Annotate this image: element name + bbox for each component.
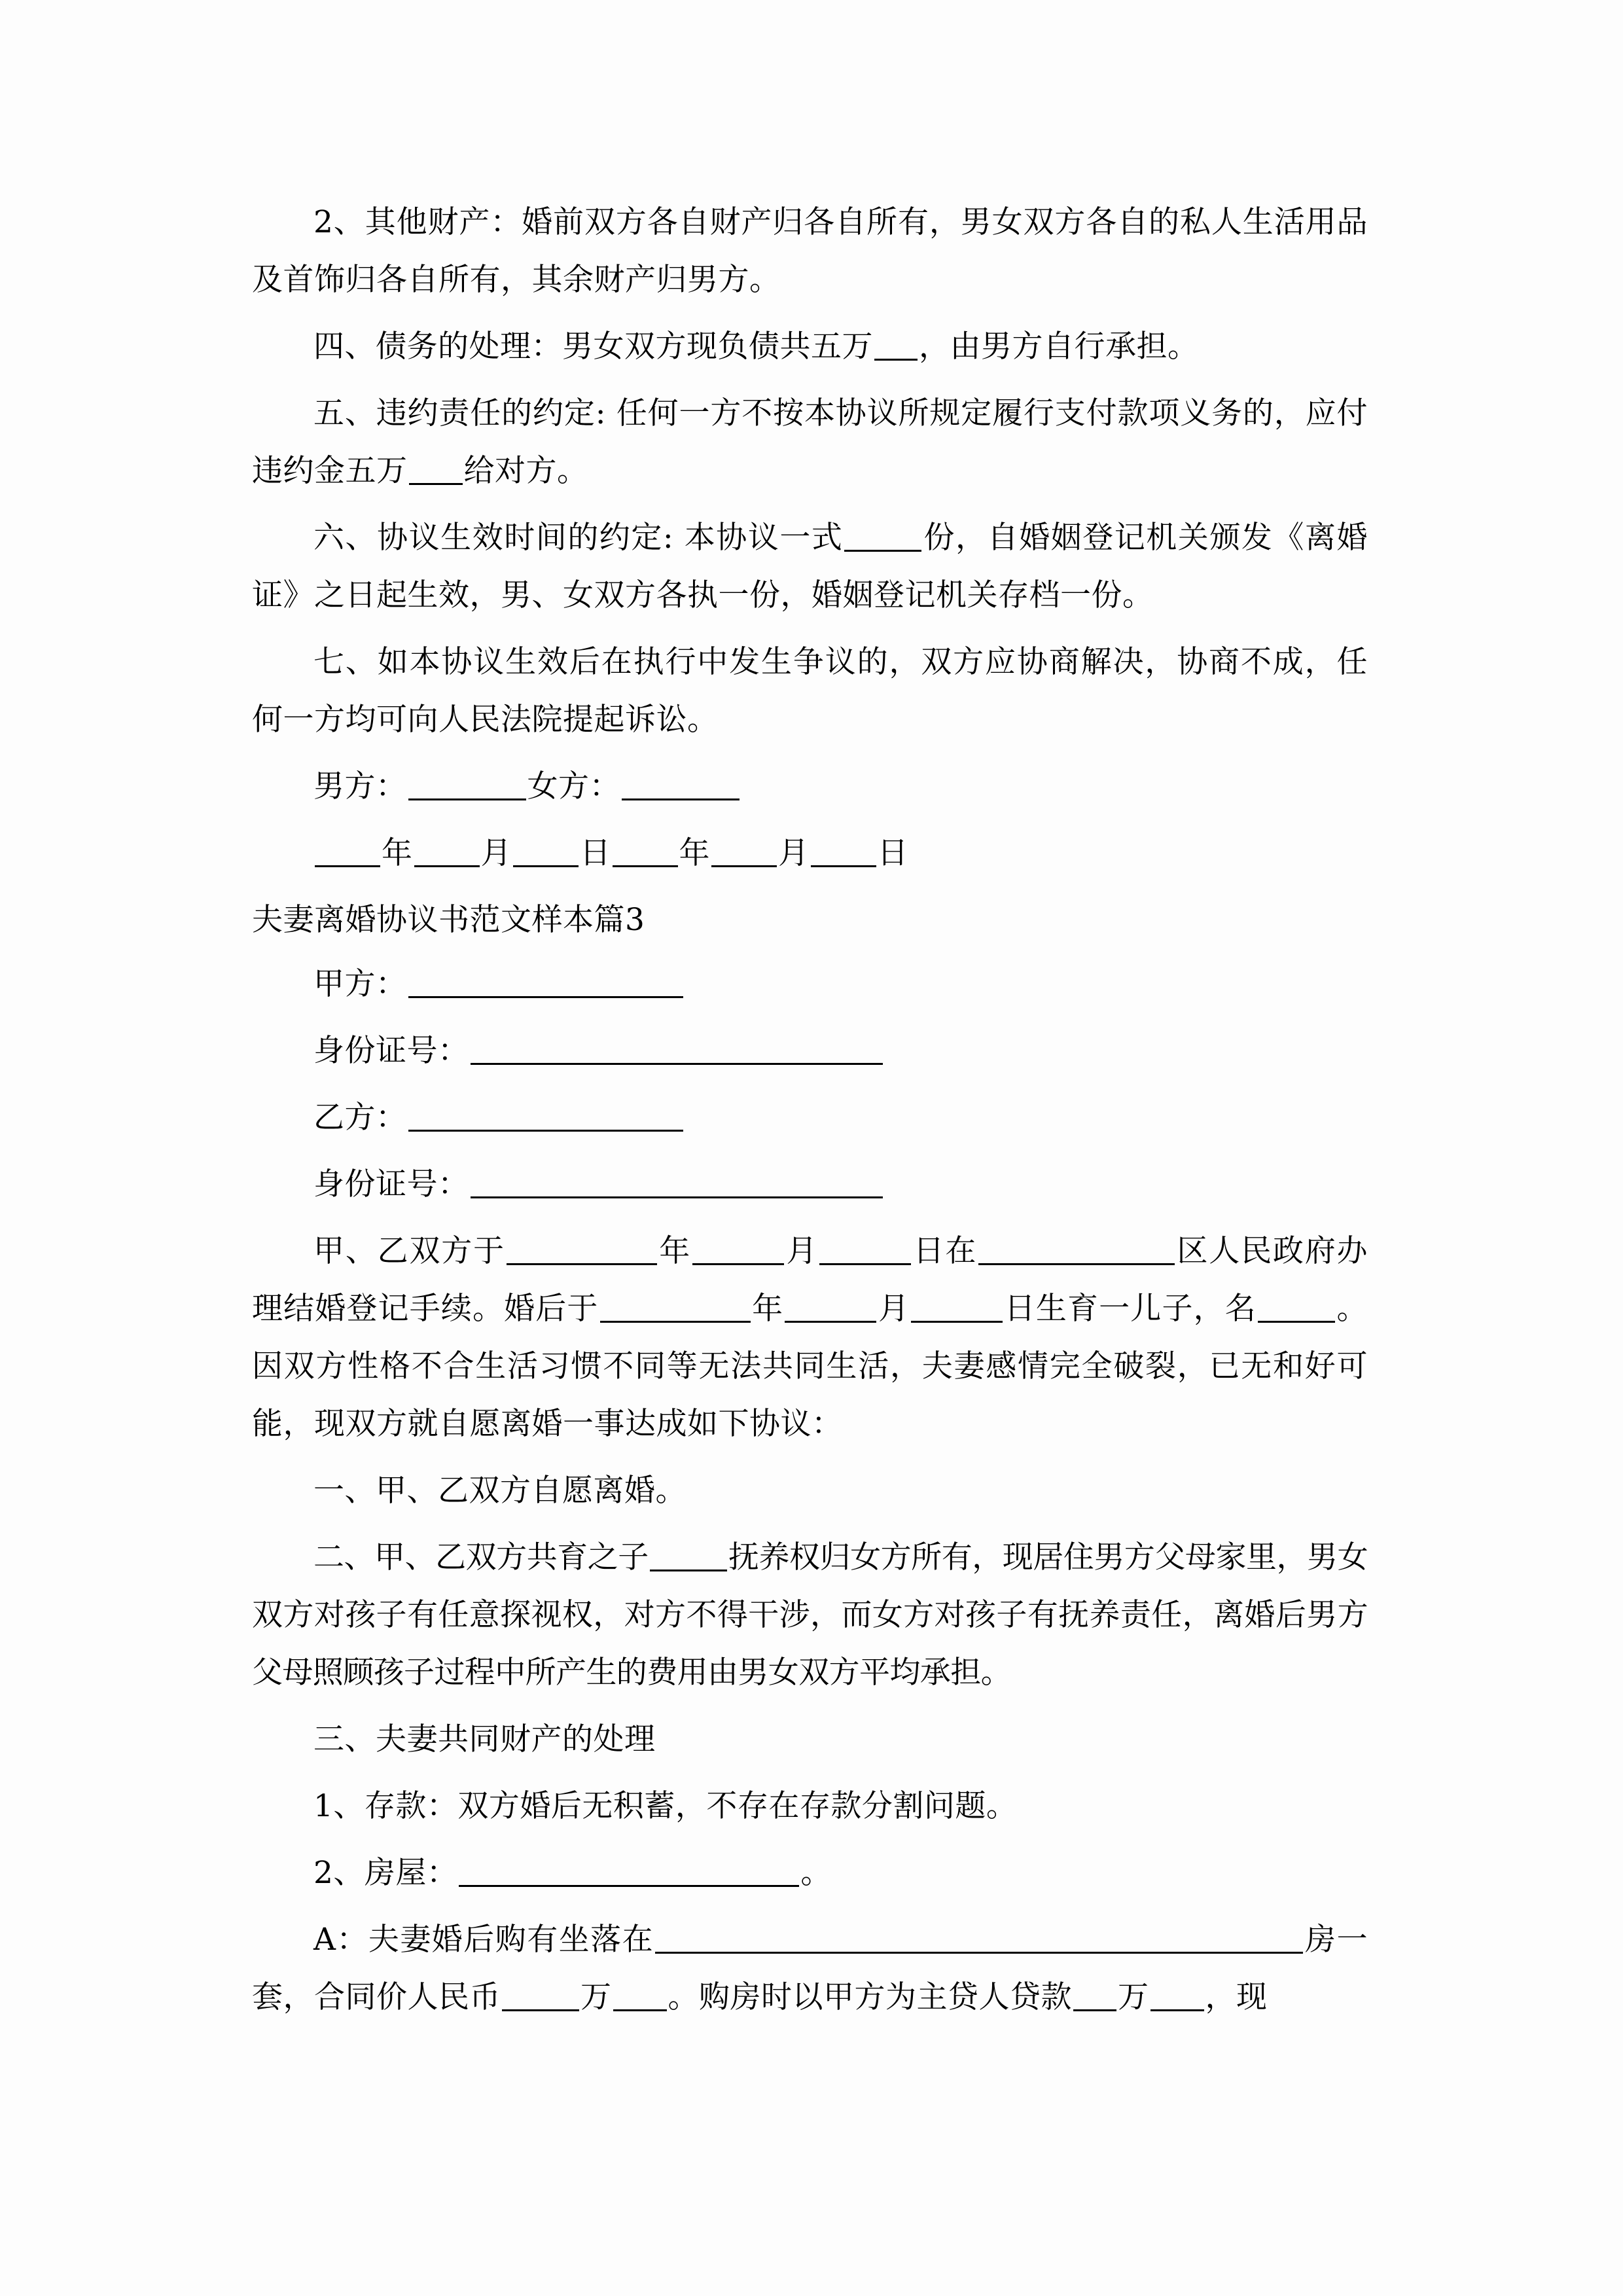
signature-line: [252, 758, 1368, 816]
clause-one: 一、甲、乙双方自愿离婚。: [313, 1473, 687, 1509]
signature-female-label: 女方：: [527, 768, 620, 804]
marriage-text-8: 日生育一儿子，名: [1004, 1291, 1257, 1327]
marriage-text-7: 月: [878, 1291, 910, 1327]
house-a-text-3: 万: [580, 1979, 612, 2015]
house-price-blank[interactable]: [502, 2009, 579, 2011]
signature-female-blank[interactable]: [622, 798, 740, 800]
clause-two: [252, 1529, 1368, 1702]
birth-day-blank[interactable]: [911, 1321, 1003, 1323]
party-b-id-label: 身份证号：: [313, 1166, 469, 1202]
marriage-text-4: 日在: [912, 1233, 978, 1269]
paragraph-debt-handling: [252, 318, 1368, 376]
debt-text-suffix: ，由男方自行承担。: [919, 329, 1199, 365]
male-month-label: 月: [480, 835, 512, 871]
debt-amount-blank[interactable]: [874, 359, 918, 361]
signature-male-blank[interactable]: [408, 798, 526, 800]
loan-unit-blank[interactable]: [1150, 2009, 1204, 2011]
female-month-label: 月: [778, 835, 810, 871]
male-day-label: 日: [580, 835, 611, 871]
party-b-label: 乙方：: [313, 1100, 407, 1136]
male-year-blank[interactable]: [315, 865, 380, 867]
birth-year-blank[interactable]: [600, 1321, 751, 1323]
female-year-label: 年: [679, 835, 710, 871]
clause-three-heading: 三、夫妻共同财产的处理: [313, 1721, 656, 1757]
marriage-text-5: 区人民政府办理结婚登记手续。婚后于: [252, 1233, 1368, 1327]
birth-month-blank[interactable]: [785, 1321, 876, 1323]
paragraph-breach-liability: [252, 385, 1368, 500]
marriage-district-blank[interactable]: [978, 1263, 1175, 1265]
male-month-blank[interactable]: [414, 865, 480, 867]
marriage-text-3: 月: [785, 1233, 819, 1269]
house-a-text-1: A：夫妻婚后购有坐落在: [313, 1922, 654, 1958]
field-party-a: [252, 956, 1368, 1013]
house-label: 2、房屋：: [313, 1855, 458, 1891]
house-a-text-2: 房一套，合同价人民币: [252, 1922, 1368, 2015]
breach-text-suffix: 给对方。: [463, 453, 588, 489]
paragraph-marriage-background: [252, 1223, 1368, 1453]
party-a-id-blank[interactable]: [471, 1063, 883, 1065]
marriage-text-9: 。因双方性格不合生活习惯不同等无法共同生活，夫妻感情完全破裂，已无和好可能，现双方就自愿离婚一事达成如下协议：: [252, 1291, 1368, 1442]
marriage-text-2: 年: [658, 1233, 692, 1269]
female-year-blank[interactable]: [613, 865, 678, 867]
field-party-b: [252, 1089, 1368, 1147]
party-a-id-label: 身份证号：: [313, 1033, 469, 1069]
copies-count-blank[interactable]: [844, 550, 921, 552]
marriage-month-blank[interactable]: [692, 1263, 784, 1265]
signature-date-line: [252, 825, 1368, 882]
signature-male-label: 男方：: [313, 768, 407, 804]
house-price-unit-blank[interactable]: [613, 2009, 667, 2011]
male-year-label: 年: [382, 835, 413, 871]
clause-two-prefix: 二、甲、乙双方共育之子: [313, 1539, 649, 1575]
marriage-year-blank[interactable]: [507, 1263, 657, 1265]
loan-amount-blank[interactable]: [1073, 2009, 1116, 2011]
party-b-id-blank[interactable]: [471, 1196, 883, 1198]
marriage-day-blank[interactable]: [819, 1263, 911, 1265]
effective-text-suffix: 份，自婚姻登记机关颁发《离婚证》之日起生效，男、女双方各执一份，婚姻登记机关存档一份。: [252, 520, 1368, 613]
child-custody-blank[interactable]: [650, 1570, 727, 1571]
field-party-a-id: [252, 1022, 1368, 1080]
paragraph-dispute-resolution: 七、如本协议生效后在执行中发生争议的，双方应协商解决，协商不成，任何一方均可向人民法院提起诉讼。: [252, 644, 1368, 738]
party-a-label: 甲方：: [313, 966, 407, 1002]
breach-text-prefix: 五、违约责任的约定: 任何一方不按本协议所规定履行支付款项义务的，应付违约金五万: [252, 395, 1368, 489]
marriage-text-1: 甲、乙双方于: [313, 1233, 505, 1269]
male-day-blank[interactable]: [513, 865, 579, 867]
effective-text-prefix: 六、协议生效时间的约定: 本协议一式: [313, 520, 844, 556]
party-a-blank[interactable]: [408, 996, 683, 998]
clause-three-item-1: 1、存款：双方婚后无积蓄，不存在存款分割问题。: [313, 1788, 1018, 1824]
paragraph-effective-time: [252, 509, 1368, 624]
field-party-b-id: [252, 1156, 1368, 1213]
house-description-blank[interactable]: [459, 1885, 799, 1887]
paragraph-other-property: 2、其他财产：婚前双方各自财产归各自所有，男女双方各自的私人生活用品及首饰归各自所有，其余财产归男方。: [252, 204, 1368, 298]
female-day-label: 日: [877, 835, 908, 871]
house-a-text-5: 万: [1118, 1979, 1149, 2015]
section-title: 夫妻离婚协议书范文样本篇3: [252, 902, 645, 938]
marriage-text-6: 年: [751, 1291, 784, 1327]
female-day-blank[interactable]: [811, 865, 876, 867]
house-location-blank[interactable]: [655, 1952, 1303, 1954]
party-b-blank[interactable]: [408, 1130, 683, 1132]
child-name-blank[interactable]: [1258, 1321, 1335, 1323]
debt-text-prefix: 四、债务的处理：男女双方现负债共五万: [313, 329, 873, 365]
breach-amount-blank[interactable]: [409, 483, 463, 485]
female-month-blank[interactable]: [711, 865, 777, 867]
house-a-text-6: ，现: [1205, 1979, 1268, 2015]
house-period: 。: [800, 1855, 832, 1891]
clause-two-suffix: 抚养权归女方所有，现居住男方父母家里，男女双方对孩子有任意探视权，对方不得干涉，而女方对孩子有抚养责任，离婚后男方父母照顾孩子过程中所产生的费用由男女双方平均承担。: [252, 1539, 1368, 1691]
clause-three-item-2: [252, 1844, 1368, 1902]
house-item-a: [252, 1911, 1368, 2026]
house-a-text-4: 。购房时以甲方为主贷人贷款: [668, 1979, 1072, 2015]
